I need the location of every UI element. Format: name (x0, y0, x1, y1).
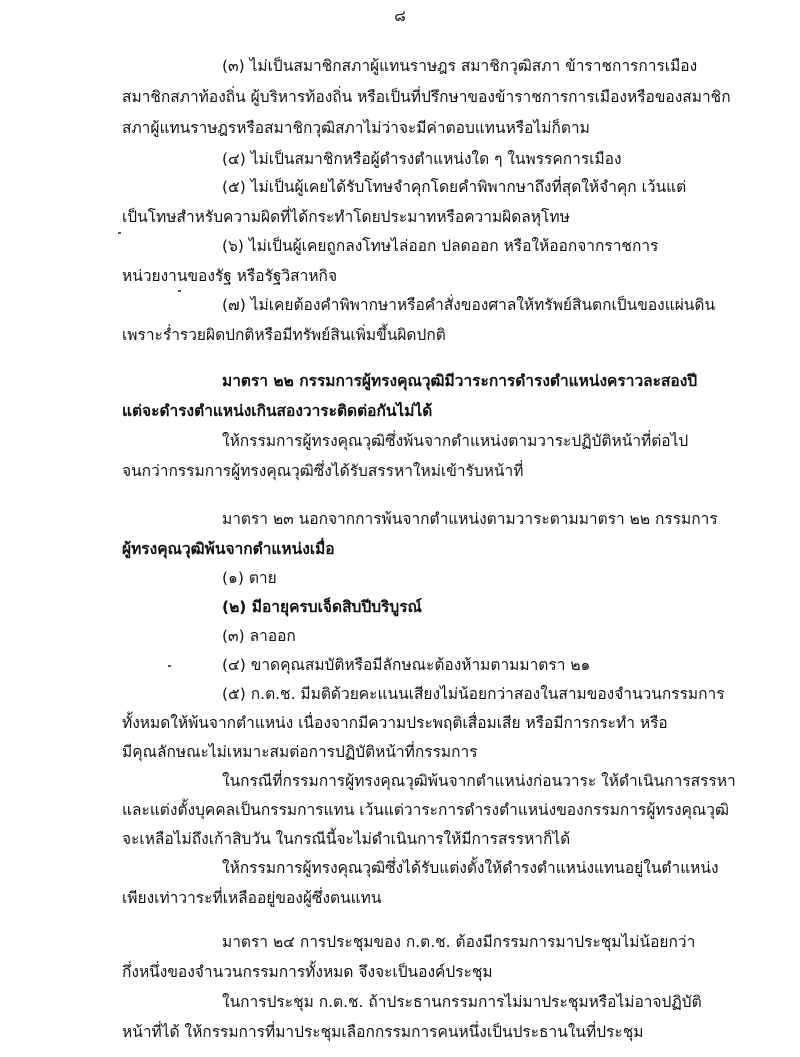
scan-speck (178, 290, 181, 292)
clause-4: (๔) ไม่เป็นสมาชิกหรือผู้ดำรงตำแหน่งใด ๆ ในพรรคการเมือง (222, 150, 622, 168)
section-23-para-2-line-2: และแต่งตั้งบุคคลเป็นกรรมการแทน เว้นแต่วาระการดำรงตำแหน่งของกรรมการผู้ทรงคุณวุฒิ (122, 801, 729, 819)
section-24-para-2-line-2: หน้าที่ได้ ให้กรรมการที่มาประชุมเลือกกรรมการคนหนึ่งเป็นประธานในที่ประชุม (122, 1023, 644, 1041)
section-23-item-4: (๔) ขาดคุณสมบัติหรือมีลักษณะต้องห้ามตามมาตรา ๒๑ (222, 656, 591, 674)
clause-3-line-2: สมาชิกสภาท้องถิ่น ผู้บริหารท้องถิ่น หรือเป็นที่ปรึกษาของข้าราชการการเมืองหรือของสมาชิก (122, 88, 731, 106)
section-23-para-2-line-1: ในกรณีที่กรรมการผู้ทรงคุณวุฒิพ้นจากตำแหน่งก่อนวาระ ให้ดำเนินการสรรหา (222, 772, 736, 790)
section-22-para-line-2: จนกว่ากรรมการผู้ทรงคุณวุฒิซึ่งได้รับสรรหาใหม่เข้ารับหน้าที่ (122, 462, 524, 480)
section-22-para-line-1: ให้กรรมการผู้ทรงคุณวุฒิซึ่งพ้นจากตำแหน่งตามวาระปฏิบัติหน้าที่ต่อไป (222, 432, 689, 450)
section-24-line-2: กึ่งหนึ่งของจำนวนกรรมการทั้งหมด จึงจะเป็นองค์ประชุม (122, 963, 493, 981)
scan-speck (168, 665, 171, 667)
section-23-item-5-line-3: มีคุณลักษณะไม่เหมาะสมต่อการปฏิบัติหน้าที่กรรมการ (122, 743, 478, 761)
clause-3-line-1: (๓) ไม่เป็นสมาชิกสภาผู้แทนราษฎร สมาชิกวุฒิสภา ข้าราชการการเมือง (222, 57, 698, 75)
section-23-item-5-line-2: ทั้งหมดให้พ้นจากตำแหน่ง เนื่องจากมีความประพฤติเสื่อมเสีย หรือมีการกระทำ หรือ (122, 714, 668, 732)
section-23-item-5-line-1: (๕) ก.ต.ช. มีมติด้วยคะแนนเสียงไม่น้อยกว่าสองในสามของจำนวนกรรมการ (222, 685, 725, 703)
section-23-item-1: (๑) ตาย (222, 569, 277, 587)
section-23-para-3-line-2: เพียงเท่าวาระที่เหลืออยู่ของผู้ซึ่งตนแทน (122, 889, 382, 907)
section-23-line-2: ผู้ทรงคุณวุฒิพ้นจากตำแหน่งเมื่อ (122, 540, 335, 558)
clause-5-line-1: (๕) ไม่เป็นผู้เคยได้รับโทษจำคุกโดยคำพิพากษาถึงที่สุดให้จำคุก เว้นแต่ (222, 178, 687, 196)
section-22-heading-line-1: มาตรา ๒๒ กรรมการผู้ทรงคุณวุฒิมีวาระการดำรงตำแหน่งคราวละสองปี (222, 372, 698, 390)
section-23-line-1: มาตรา ๒๓ นอกจากการพ้นจากตำแหน่งตามวาระตามมาตรา ๒๒ กรรมการ (222, 510, 718, 528)
clause-7-line-1: (๗) ไม่เคยต้องคำพิพากษาหรือคำสั่งของศาลให้ทรัพย์สินตกเป็นของแผ่นดิน (222, 296, 716, 314)
section-23-item-2: (๒) มีอายุครบเจ็ดสิบปีบริบูรณ์ (222, 598, 422, 616)
page-number: ๘ (394, 7, 406, 25)
clause-6-line-2: หน่วยงานของรัฐ หรือรัฐวิสาหกิจ (122, 267, 338, 285)
clause-3-line-3: สภาผู้แทนราษฎรหรือสมาชิกวุฒิสภาไม่ว่าจะมีค่าตอบแทนหรือไม่ก็ตาม (122, 119, 590, 137)
section-23-para-2-line-3: จะเหลือไม่ถึงเก้าสิบวัน ในกรณีนี้จะไม่ดำเนินการให้มีการสรรหาก็ได้ (122, 830, 571, 848)
clause-6-line-1: (๖) ไม่เป็นผู้เคยถูกลงโทษไล่ออก ปลดออก หรือให้ออกจากราชการ (222, 237, 659, 255)
section-22-heading-line-2: แต่จะดำรงตำแหน่งเกินสองวาระติดต่อกันไม่ได้ (122, 402, 433, 420)
section-24-para-2-line-1: ในการประชุม ก.ต.ช. ถ้าประธานกรรมการไม่มาประชุมหรือไม่อาจปฏิบัติ (222, 993, 702, 1011)
section-23-item-3: (๓) ลาออก (222, 627, 296, 645)
clause-5-line-2: เป็นโทษสำหรับความผิดที่ได้กระทำโดยประมาทหรือความผิดลหุโทษ (122, 208, 570, 226)
scan-speck (118, 232, 121, 234)
section-23-para-3-line-1: ให้กรรมการผู้ทรงคุณวุฒิซึ่งได้รับแต่งตั้งให้ดำรงตำแหน่งแทนอยู่ในตำแหน่ง (222, 859, 719, 877)
section-24-line-1: มาตรา ๒๔ การประชุมของ ก.ต.ช. ต้องมีกรรมการมาประชุมไม่น้อยกว่า (222, 933, 696, 951)
clause-7-line-2: เพราะร่ำรวยผิดปกติหรือมีทรัพย์สินเพิ่มขึ้นผิดปกติ (122, 326, 446, 344)
